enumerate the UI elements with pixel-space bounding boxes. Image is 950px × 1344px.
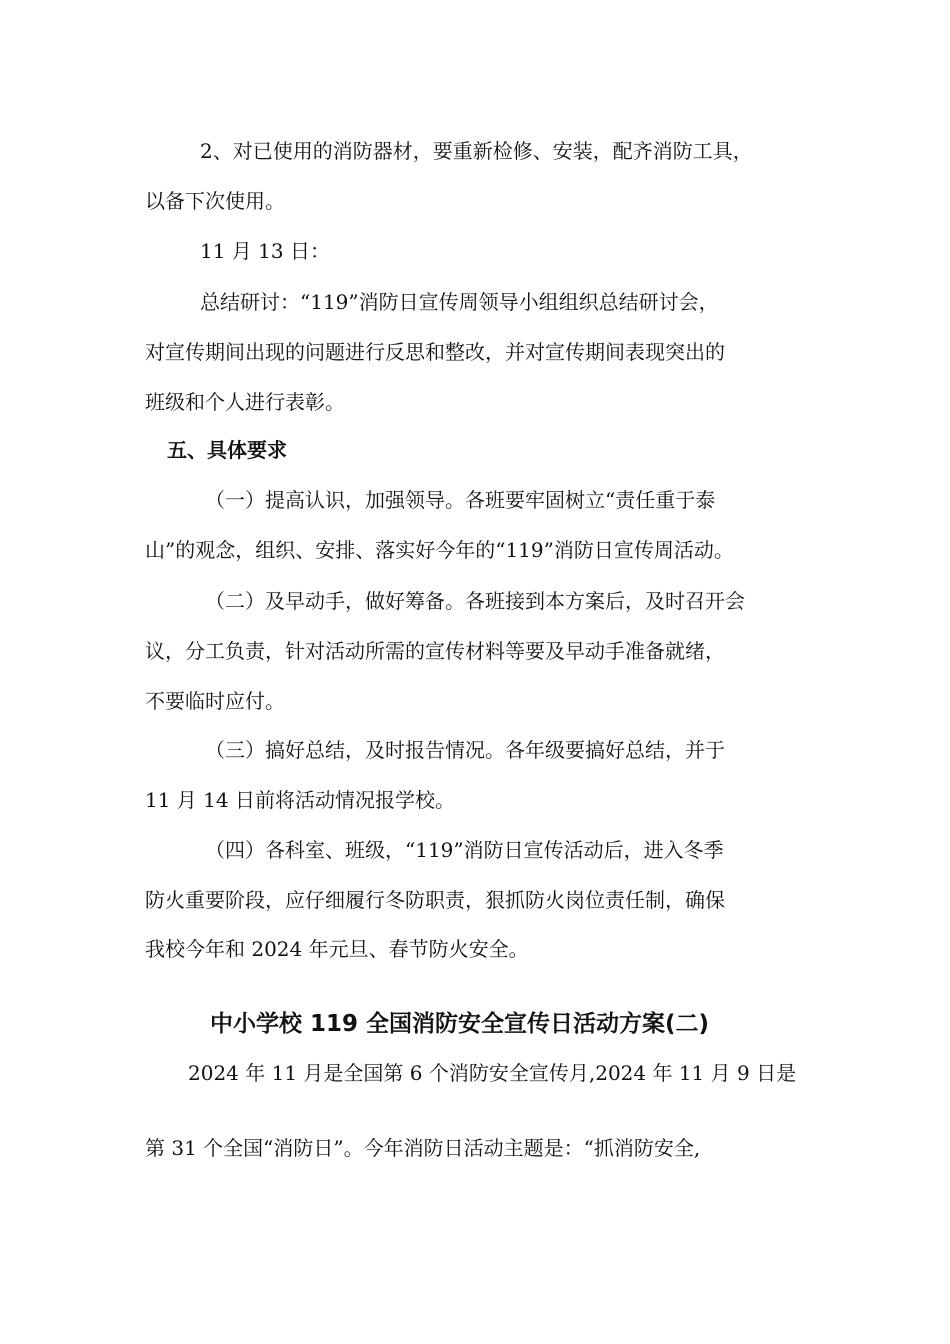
- paragraph-line: （一）提高认识，加强领导。各班要牢固树立“责任重于泰: [205, 488, 716, 512]
- paragraph-line: 第 31 个全国“消防日”。今年消防日活动主题是：“抓消防安全,: [145, 1136, 701, 1160]
- paragraph-line: 我校今年和 2024 年元旦、春节防火安全。: [145, 937, 529, 961]
- paragraph-line: （三）搞好总结，及时报告情况。各年级要搞好总结，并于: [205, 738, 725, 762]
- paragraph-line: （四）各科室、班级，“119”消防日宣传活动后，进入冬季: [205, 838, 724, 862]
- paragraph-line: 11 月 14 日前将活动情况报学校。: [145, 788, 455, 812]
- paragraph-line: 以备下次使用。: [145, 189, 285, 213]
- paragraph-line: 议，分工负责，针对活动所需的宣传材料等要及早动手准备就绪，: [145, 639, 725, 663]
- paragraph-line: 山”的观念，组织、安排、落实好今年的“119”消防日宣传周活动。: [145, 538, 734, 562]
- section-heading: 五、具体要求: [167, 438, 287, 462]
- paragraph-line: 防火重要阶段，应仔细履行冬防职责，狠抓防火岗位责任制，确保: [145, 888, 725, 912]
- section-title: 中小学校 119 全国消防安全宣传日活动方案(二): [210, 1011, 710, 1037]
- paragraph-line: 不要临时应付。: [145, 689, 285, 713]
- paragraph-line: 2024 年 11 月是全国第 6 个消防安全宣传月,2024 年 11 月 9 日是: [188, 1061, 797, 1085]
- paragraph-line: （二）及早动手，做好筹备。各班接到本方案后，及时召开会: [205, 589, 745, 613]
- paragraph-line: 2、对已使用的消防器材，要重新检修、安装，配齐消防工具，: [200, 139, 753, 163]
- date-line: 11 月 13 日：: [200, 239, 330, 263]
- paragraph-line: 总结研讨：“119”消防日宣传周领导小组组织总结研讨会，: [200, 290, 719, 314]
- paragraph-line: 班级和个人进行表彰。: [145, 390, 345, 414]
- paragraph-line: 对宣传期间出现的问题进行反思和整改，并对宣传期间表现突出的: [145, 340, 725, 364]
